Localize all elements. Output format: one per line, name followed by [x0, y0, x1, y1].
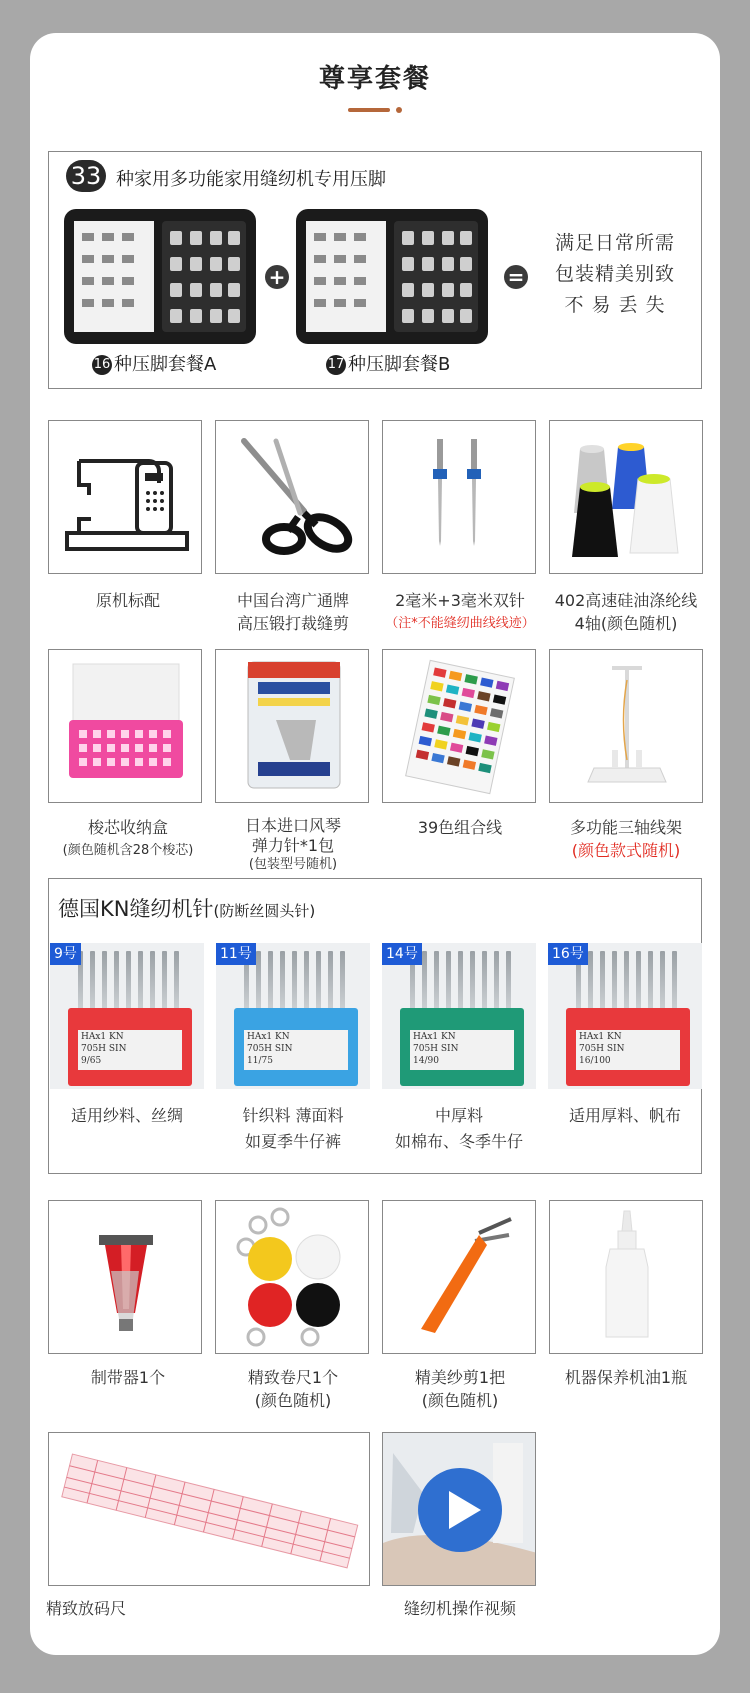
kn-needles-heading: 德国KN缝纫机针(防断丝圆头针)	[58, 897, 316, 921]
oil-bottle-image	[549, 1200, 703, 1354]
item-caption-color-threads: 39色组合线	[417, 818, 503, 837]
presser-description: 满足日常所需 包装精美别致 不 易 丢 失	[554, 232, 675, 316]
thread-snips-image	[382, 1200, 536, 1354]
size-tag: 16号	[548, 943, 588, 965]
item-caption-oil: 机器保养机油1瓶	[564, 1368, 688, 1387]
bias-tape-maker-image	[48, 1200, 202, 1354]
presser-case-b-image	[296, 209, 488, 344]
presser-set-a-label: 16 种压脚套餐A	[93, 354, 217, 375]
item-caption-tape-maker: 制带器1个	[90, 1368, 166, 1387]
item-caption-bobbin-box: 梭芯收纳盒 (颜色随机含28个梭芯)	[62, 818, 194, 858]
item-caption-scissors: 中国台湾广通牌 高压锻打裁缝剪	[236, 591, 349, 633]
title-dot	[396, 107, 402, 113]
item-caption-thread: 402高速硅油涤纶线 4轴(颜色随机)	[554, 591, 698, 633]
scissors-image	[215, 420, 369, 574]
needle-pack-body: HAx1 KN 705H SIN 16/100	[566, 1008, 690, 1086]
needle-caption-16: 适用厚料、帆布	[568, 1106, 681, 1125]
grading-ruler-image	[48, 1432, 370, 1586]
thread-spools-image	[549, 420, 703, 574]
needle-caption-11: 针织料 薄面料 如夏季牛仔裤	[242, 1106, 344, 1151]
presser-count-badge: 33	[66, 160, 106, 192]
size-tag: 14号	[382, 943, 422, 965]
needle-pack-body: HAx1 KN 705H SIN 9/65	[68, 1008, 192, 1086]
size-tag: 11号	[216, 943, 256, 965]
item-caption-machine: 原机标配	[95, 591, 160, 610]
needle-pack-body: HAx1 KN 705H SIN 11/75	[234, 1008, 358, 1086]
needle-pack-body: HAx1 KN 705H SIN 14/90	[400, 1008, 524, 1086]
item-caption-organ-needles: 日本进口风琴 弹力针*1包 (包装型号随机)	[244, 816, 341, 872]
item-caption-tape-measure: 精致卷尺1个 (颜色随机)	[247, 1368, 339, 1410]
needle-pack-11	[216, 943, 370, 1089]
warning-note: （注*不能缝纫曲线线迹）	[385, 616, 535, 631]
twin-needle-image	[382, 420, 536, 574]
title-underline	[348, 108, 390, 112]
page-title: 尊享套餐	[318, 64, 431, 94]
presser-heading: 种家用多功能家用缝纫机专用压脚	[116, 169, 386, 190]
organ-needles-image	[215, 649, 369, 803]
item-caption-thread-stand: 多功能三轴线架 (颜色款式随机)	[569, 818, 682, 860]
needle-pack-9	[50, 943, 204, 1089]
item-caption-ruler: 精致放码尺	[46, 1599, 127, 1618]
item-caption-twin-needle: 2毫米+3毫米双针 （注*不能缝纫曲线线迹）	[370, 589, 550, 635]
item-caption-video[interactable]: 缝纫机操作视频	[403, 1599, 516, 1618]
tutorial-video-thumbnail[interactable]	[382, 1432, 536, 1586]
presser-case-a-image	[64, 209, 256, 344]
item-caption-snips: 精美纱剪1把 (颜色随机)	[414, 1368, 506, 1410]
thread-stand-image	[549, 649, 703, 803]
needle-pack-16	[548, 943, 702, 1089]
size-tag: 9号	[50, 943, 81, 965]
sewing-machine-image	[48, 420, 202, 574]
bobbin-box-image	[48, 649, 202, 803]
plus-icon: +	[265, 265, 289, 289]
needle-pack-14	[382, 943, 536, 1089]
tape-measure-image	[215, 1200, 369, 1354]
color-threads-image	[382, 649, 536, 803]
needle-caption-14: 中厚料 如棉布、冬季牛仔	[394, 1106, 523, 1151]
needle-caption-9: 适用纱料、丝绸	[70, 1106, 183, 1125]
equals-icon: =	[504, 265, 528, 289]
presser-set-b-label: 17 种压脚套餐B	[327, 354, 451, 375]
